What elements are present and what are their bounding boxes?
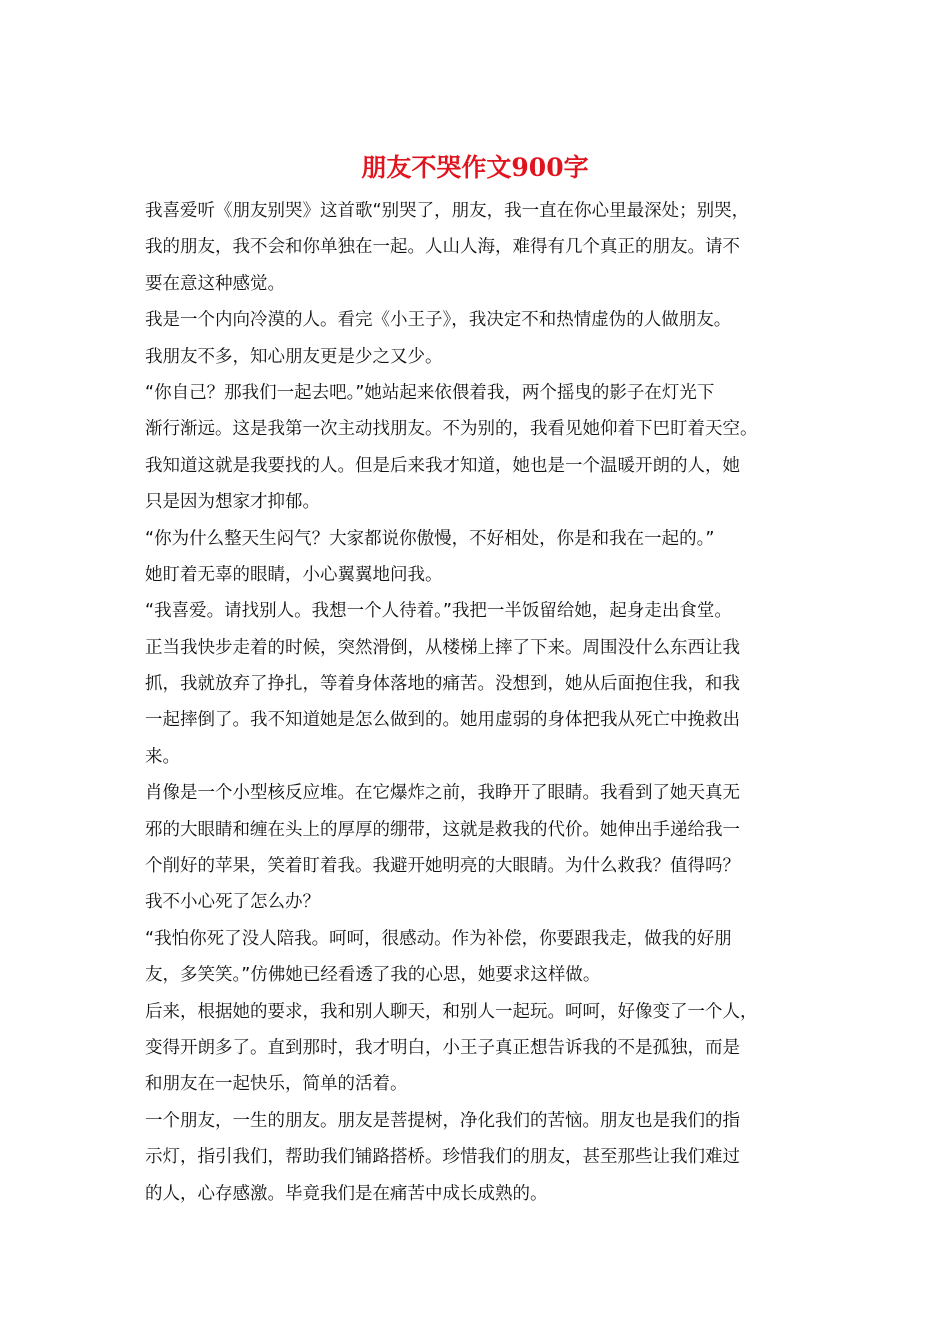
text-line: 她盯着无辜的眼睛，小心翼翼地问我。: [145, 564, 443, 585]
paragraph-4: [145, 521, 815, 594]
text-line: 来。: [145, 746, 180, 767]
text-line: “我怕你死了没人陪我。呵呵，很感动。作为补偿，你要跟我走，做我的好朋: [145, 928, 732, 949]
text-line: 我不小心死了怎么办？: [145, 892, 320, 913]
text-line: 我朋友不多，知心朋友更是少之又少。: [145, 346, 443, 367]
text-line: 邪的大眼睛和缠在头上的厚厚的绷带，这就是救我的代价。她伸出手递给我一: [145, 819, 740, 840]
text-line: 正当我快步走着的时候，突然滑倒，从楼梯上摔了下来。周围没什么东西让我: [145, 637, 740, 658]
text-line: 后来，根据她的要求，我和别人聊天，和别人一起玩。呵呵，好像变了一个人，: [145, 1001, 758, 1022]
text-line: 渐行渐远。这是我第一次主动找朋友。不为别的，我看见她仰着下巴盯着天空。: [145, 419, 758, 440]
document-title: 朋友不哭作文900字: [361, 153, 589, 182]
text-line: 的人，心存感激。毕竟我们是在痛苦中成长成熟的。: [145, 1183, 548, 1204]
paragraph-1: [145, 193, 815, 302]
text-line: 我是一个内向冷漠的人。看完《小王子》，我决定不和热情虚伪的人做朋友。: [145, 310, 732, 331]
text-line: “我喜爱。请找别人。我想一个人待着。”我把一半饭留给她，起身走出食堂。: [145, 601, 732, 622]
text-line: “你自己？那我们一起去吧。”她站起来依偎着我，两个摇曳的影子在灯光下: [145, 382, 715, 403]
paragraph-2: [145, 302, 815, 375]
paragraph-9: [145, 1103, 815, 1212]
text-line: 一个朋友，一生的朋友。朋友是菩提树，净化我们的苦恼。朋友也是我们的指: [145, 1110, 740, 1131]
document-body: [145, 193, 815, 1212]
text-line: 友，多笑笑。”仿佛她已经看透了我的心思，她要求这样做。: [145, 965, 601, 986]
text-line: 抓，我就放弃了挣扎，等着身体落地的痛苦。没想到，她从后面抱住我，和我: [145, 674, 740, 695]
text-line: 个削好的苹果，笑着盯着我。我避开她明亮的大眼睛。为什么救我？值得吗？: [145, 856, 740, 877]
text-line: 变得开朗多了。直到那时，我才明白，小王子真正想告诉我的不是孤独，而是: [145, 1037, 740, 1058]
text-line: 和朋友在一起快乐，简单的活着。: [145, 1074, 408, 1095]
text-line: “你为什么整天生闷气？大家都说你傲慢，不好相处，你是和我在一起的。”: [145, 528, 715, 549]
text-line: 示灯，指引我们，帮助我们铺路搭桥。珍惜我们的朋友，甚至那些让我们难过: [145, 1147, 740, 1168]
paragraph-5: [145, 593, 815, 775]
text-line: 我的朋友，我不会和你单独在一起。人山人海，难得有几个真正的朋友。请不: [145, 237, 740, 258]
paragraph-7: [145, 921, 815, 994]
paragraph-3: [145, 375, 815, 521]
text-line: 只是因为想家才抑郁。: [145, 492, 320, 513]
text-line: 我知道这就是我要找的人。但是后来我才知道，她也是一个温暖开朗的人，她: [145, 455, 740, 476]
text-line: 一起摔倒了。我不知道她是怎么做到的。她用虚弱的身体把我从死亡中挽救出: [145, 710, 740, 731]
text-line: 肖像是一个小型核反应堆。在它爆炸之前，我睁开了眼睛。我看到了她天真无: [145, 783, 740, 804]
text-line: 我喜爱听《朋友别哭》这首歌“别哭了，朋友，我一直在你心里最深处；别哭，: [145, 201, 750, 221]
text-line: 要在意这种感觉。: [145, 273, 285, 294]
paragraph-6: [145, 775, 815, 921]
paragraph-8: [145, 994, 815, 1103]
